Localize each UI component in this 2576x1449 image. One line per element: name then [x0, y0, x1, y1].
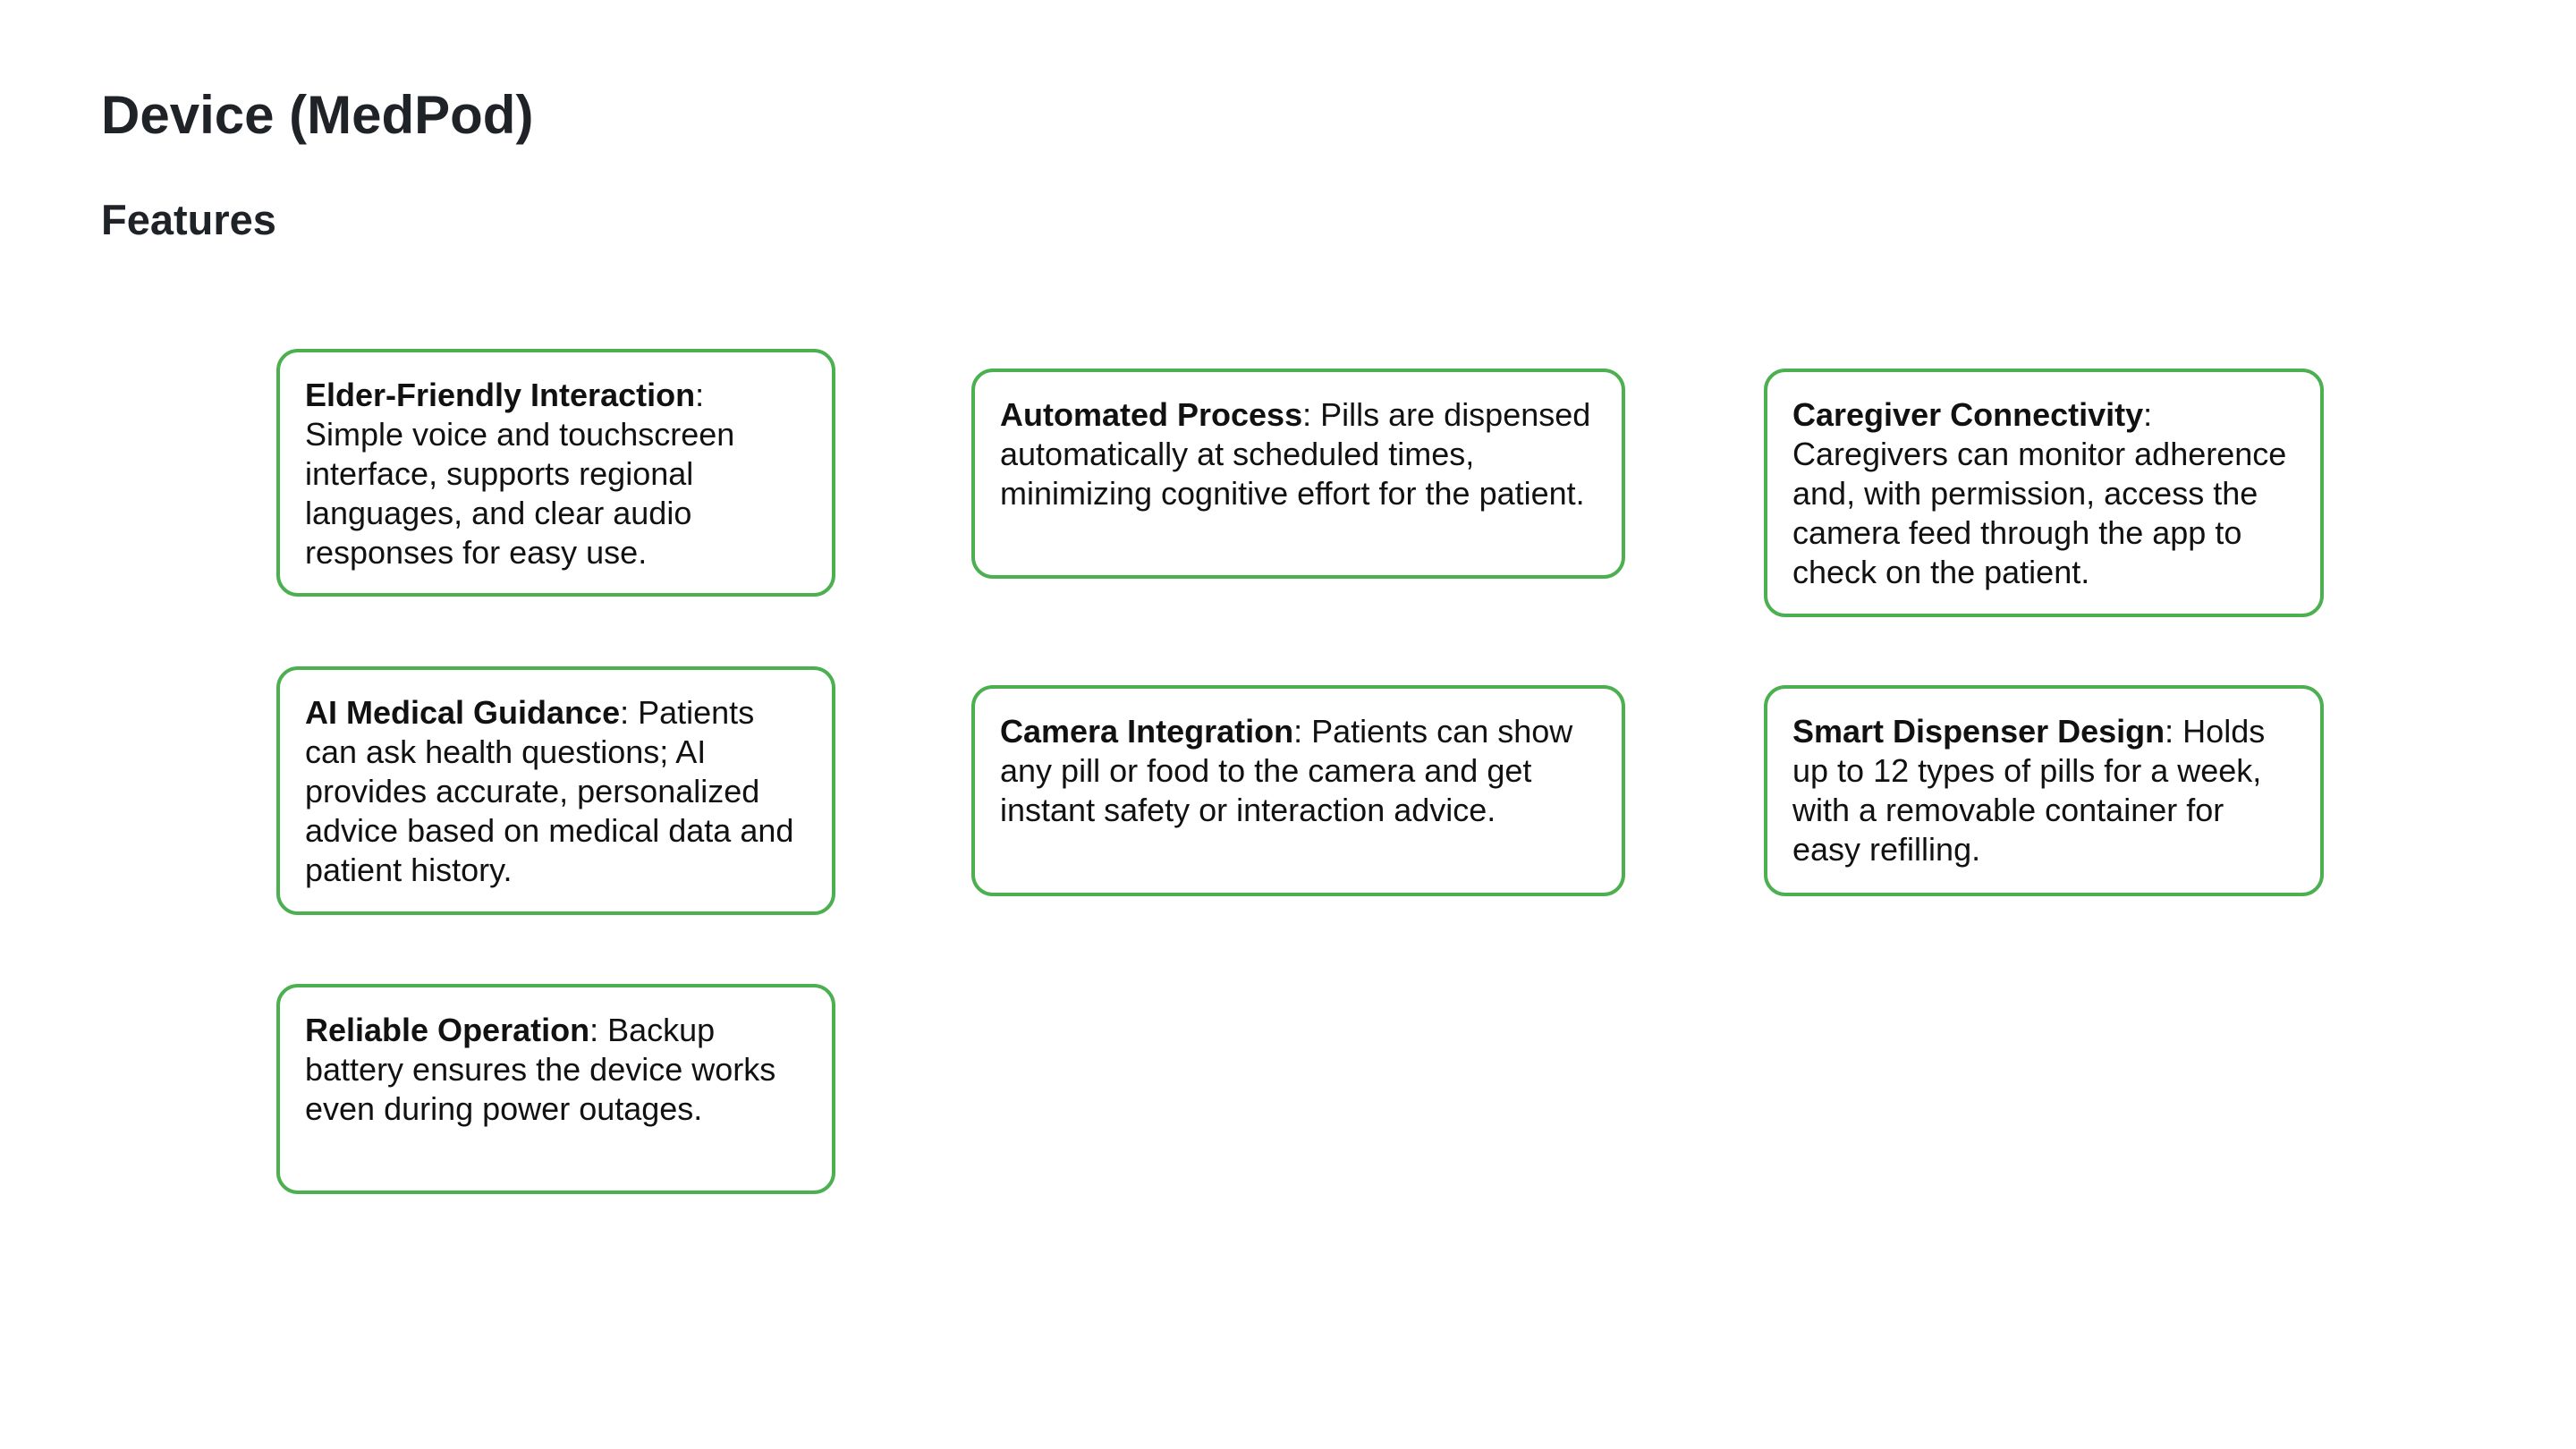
- feature-title: Automated Process: [1000, 396, 1303, 433]
- feature-description: Patients can ask health questions; AI provides accurate, personalized advice based on medical data and patient history.: [305, 694, 794, 888]
- feature-title: Smart Dispenser Design: [1792, 713, 2165, 750]
- feature-card-elder-friendly-interaction: Elder-Friendly Interaction: Simple voice and touchscreen interface, supports regional languages, and clear audio responses for easy use.: [276, 349, 835, 597]
- feature-description: Pills are dispensed automatically at scheduled times, minimizing cognitive effort for the patient.: [1000, 396, 1591, 512]
- feature-title: Elder-Friendly Interaction: [305, 377, 696, 413]
- feature-card-camera-integration: Camera Integration: Patients can show any pill or food to the camera and get instant safety or interaction advice.: [971, 685, 1625, 896]
- feature-card-caregiver-connectivity: Caregiver Connectivity: Caregivers can monitor adherence and, with permission, access the camera feed through the app to check on the patient.: [1764, 369, 2324, 617]
- feature-title: Camera Integration: [1000, 713, 1294, 750]
- feature-card-automated-process: Automated Process: Pills are dispensed automatically at scheduled times, minimizing cognitive effort for the patient.: [971, 369, 1625, 579]
- feature-title: Reliable Operation: [305, 1012, 590, 1048]
- feature-card-reliable-operation: Reliable Operation: Backup battery ensures the device works even during power outages.: [276, 984, 835, 1194]
- page-title: Device (MedPod): [101, 85, 534, 145]
- feature-title: AI Medical Guidance: [305, 694, 621, 731]
- feature-description: Simple voice and touchscreen interface, supports regional languages, and clear audio responses for easy use.: [305, 416, 735, 571]
- feature-card-smart-dispenser-design: Smart Dispenser Design: Holds up to 12 types of pills for a week, with a removable container for easy refilling.: [1764, 685, 2324, 896]
- feature-card-ai-medical-guidance: AI Medical Guidance: Patients can ask health questions; AI provides accurate, personalized advice based on medical data and patient history.: [276, 666, 835, 915]
- feature-title: Caregiver Connectivity: [1792, 396, 2144, 433]
- section-title: Features: [101, 196, 276, 243]
- feature-description: Caregivers can monitor adherence and, with permission, access the camera feed through the app to check on the patient.: [1792, 436, 2287, 590]
- feature-description: Patients can show any pill or food to the camera and get instant safety or interaction advice.: [1000, 713, 1573, 828]
- feature-description: Backup battery ensures the device works even during power outages.: [305, 1012, 776, 1127]
- feature-description: Holds up to 12 types of pills for a week, with a removable container for easy refilling.: [1792, 713, 2266, 868]
